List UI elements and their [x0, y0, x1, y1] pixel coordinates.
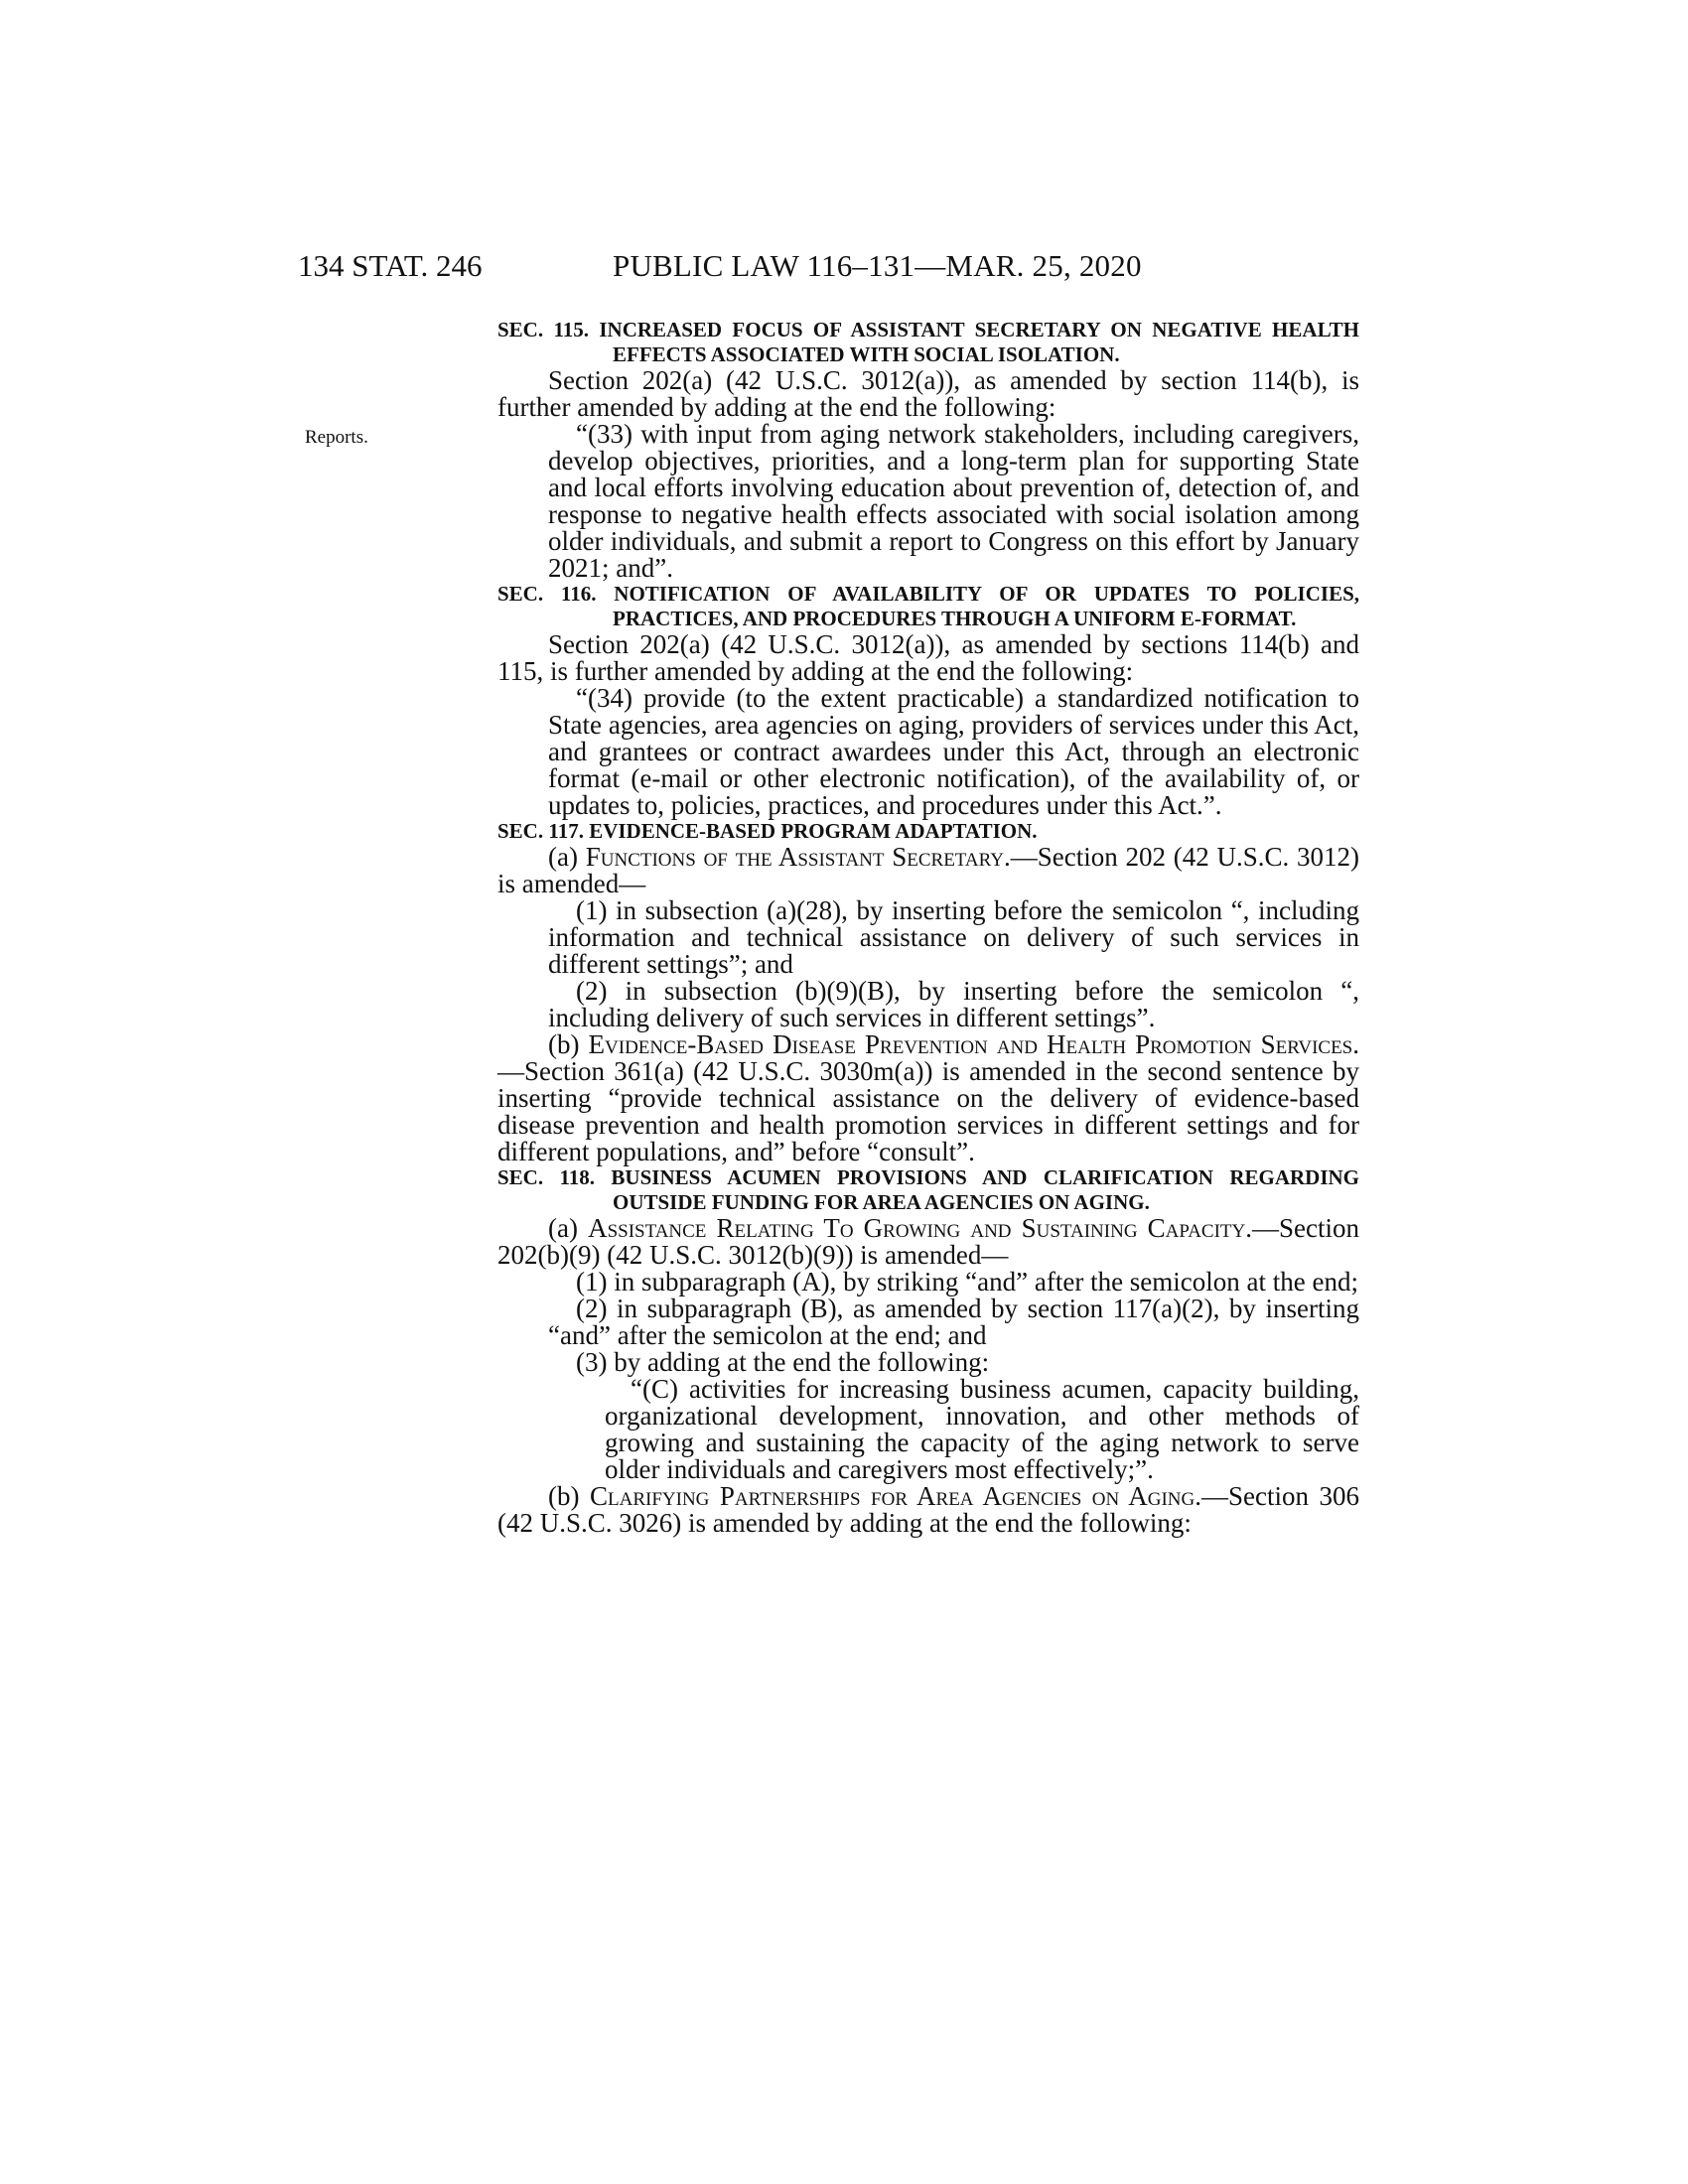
sec-118-subsection-a [497, 1215, 1359, 1269]
sec-118-b-caption: Clarifying Partnerships for Area Agencies on Aging. [590, 1481, 1201, 1511]
sec-117-a-text: —Section 202 (42 U.S.C. 3012) is amended— [497, 842, 1359, 898]
statute-page-reference: 134 STAT. 246 [298, 248, 483, 283]
sec-118-b-label: (b) [548, 1481, 590, 1511]
sec-118-heading: SEC. 118. BUSINESS ACUMEN PROVISIONS AND CLARIFICATION REGARDING OUTSIDE FUNDING FOR AREA AGENCIES ON AGING. [497, 1165, 1359, 1214]
sec-117-b-text: —Section 361(a) (42 U.S.C. 3030m(a)) is amended in the second sentence by inserting “provide technical assistance on the delivery of evidence-based disease prevention and health promotion services in different settings and for different populations, and” before “consult”. [497, 1056, 1359, 1166]
sec-117-a-caption: Functions of the Assistant Secretary. [585, 842, 1011, 872]
sec-115-quoted-paragraph-33: “(33) with input from aging network stakeholders, including caregivers, develop objectives, priorities, and a long-term plan for supporting State and local efforts involving education about prevention of, detection of, and response to negative health effects associated with social isolation among older individuals, and submit a report to Congress on this effort by January 2021; and”. [548, 419, 1359, 583]
sec-117-subsection-b [497, 1031, 1359, 1165]
sec-118-a-caption: Assistance Relating To Growing and Sustaining Capacity. [588, 1213, 1253, 1243]
sec-117-subsection-a [497, 844, 1359, 897]
sec-115-intro: Section 202(a) (42 U.S.C. 3012(a)), as amended by section 114(b), is further amended by adding at the end the following: [497, 365, 1359, 422]
page-header [0, 248, 1688, 288]
sec-118-a-paragraph-3: (3) by adding at the end the following: [576, 1347, 990, 1377]
margin-note-reports: Reports. [305, 427, 368, 448]
sec-118-subsection-b [497, 1483, 1359, 1537]
sec-117-heading: SEC. 117. EVIDENCE-BASED PROGRAM ADAPTATION. [497, 819, 1038, 843]
sec-117-a-label: (a) [548, 842, 586, 872]
sec-118-a-paragraph-2: (2) in subparagraph (B), as amended by section 117(a)(2), by inserting “and” after the semicolon at the end; and [548, 1294, 1359, 1350]
sec-116-heading: SEC. 116. NOTIFICATION OF AVAILABILITY OF OR UPDATES TO POLICIES, PRACTICES, AND PROCEDURES THROUGH A UNIFORM E-FORMAT. [497, 582, 1359, 630]
sec-117-a-paragraph-1: (1) in subsection (a)(28), by inserting before the semicolon “, including information and technical assistance on delivery of such services in different settings”; and [548, 895, 1359, 979]
sec-118-quoted-subparagraph-c: “(C) activities for increasing business acumen, capacity building, organizational development, innovation, and other methods of growing and sustaining the capacity of the aging network to serve older individuals and caregivers most effectively;”. [605, 1374, 1359, 1484]
sec-118-b-text: —Section 306 (42 U.S.C. 3026) is amended by adding at the end the following: [497, 1481, 1359, 1538]
sec-118-a-label: (a) [548, 1213, 589, 1243]
sec-115-heading: SEC. 115. INCREASED FOCUS OF ASSISTANT SECRETARY ON NEGATIVE HEALTH EFFECTS ASSOCIATED WITH SOCIAL ISOLATION. [497, 318, 1359, 366]
sec-118-a-paragraph-1: (1) in subparagraph (A), by striking “and” after the semicolon at the end; [576, 1267, 1358, 1297]
public-law-title: PUBLIC LAW 116–131—MAR. 25, 2020 [613, 248, 1142, 283]
sec-117-b-label: (b) [548, 1029, 589, 1059]
sec-118-a-text: —Section 202(b)(9) (42 U.S.C. 3012(b)(9)) is amended— [497, 1213, 1360, 1270]
sec-117-b-caption: Evidence-Based Disease Prevention and Health Promotion Services. [588, 1029, 1359, 1059]
sec-117-a-paragraph-2: (2) in subsection (b)(9)(B), by inserting before the semicolon “, including delivery of such services in different settings”. [548, 976, 1359, 1032]
sec-116-quoted-paragraph-34: “(34) provide (to the extent practicable) a standardized notification to State agencies, area agencies on aging, providers of services under this Act, and grantees or contract awardees under this Act, through an electronic format (e-mail or other electronic notification), of the availability of, or updates to, policies, practices, and procedures under this Act.”. [548, 683, 1359, 820]
sec-116-intro: Section 202(a) (42 U.S.C. 3012(a)), as amended by sections 114(b) and 115, is further amended by adding at the end the following: [497, 629, 1359, 686]
document-body [497, 318, 1359, 1537]
